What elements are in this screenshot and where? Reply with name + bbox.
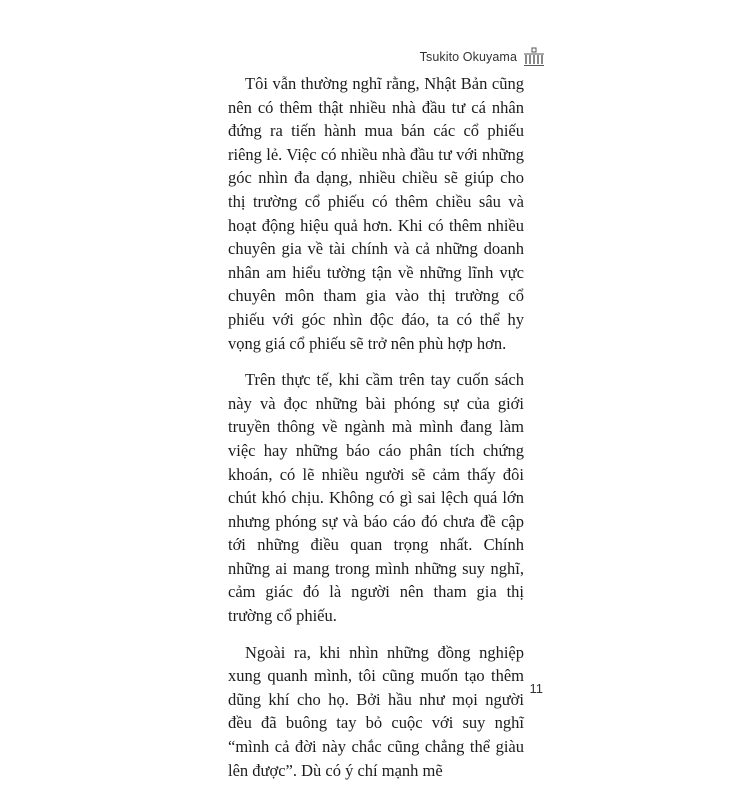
paragraph: Trên thực tế, khi cầm trên tay cuốn sách này và đọc những bài phóng sự của giới truyền thông về ngành mà mình đang làm việc hay những báo cáo phân tích chứng khoán, có lẽ nhiều người sẽ cảm thấy đôi chút khó chịu. Không có gì sai lệch quá lớn nhưng phóng sự và báo cáo đó chưa đề cập tới những điều quan trọng nhất. Chính những ai mang trong mình những suy nghĩ, cảm giác đó là người nên tham gia thị trường cổ phiếu. — [228, 370, 524, 626]
paragraph: Ngoài ra, khi nhìn những đồng nghiệp xung quanh mình, tôi cũng muốn tạo thêm dũng khí cho họ. Bởi hầu như mọi người đều đã buông tay bỏ cuộc với suy nghĩ “mình cả đời này chắc cũng chẳng thể giàu lên được”. Dù có ý chí mạnh mẽ — [228, 642, 524, 780]
page-number: 11 — [529, 681, 543, 696]
running-header — [420, 47, 545, 67]
building-columns-icon — [523, 47, 545, 67]
author-name: Tsukito Okuyama — [419, 50, 517, 64]
body-text — [228, 72, 524, 795]
paragraph: Tôi vẫn thường nghĩ rằng, Nhật Bản cũng nên có thêm thật nhiều nhà đầu tư cá nhân đứng ra tiến hành mua bán các cổ phiếu riêng lẻ. Việc có nhiều nhà đầu tư với những góc nhìn đa dạng, nhiều chiều sẽ giúp cho thị trường cổ phiếu có thêm chiều sâu và hoạt động hiệu quả hơn. Khi có thêm nhiều chuyên gia về tài chính và cả những doanh nhân am hiểu tường tận về những lĩnh vực chuyên môn tham gia vào thị trường cổ phiếu với góc nhìn độc đáo, ta có thể hy vọng giá cổ phiếu sẽ trở nên phù hợp hơn. — [228, 74, 524, 353]
